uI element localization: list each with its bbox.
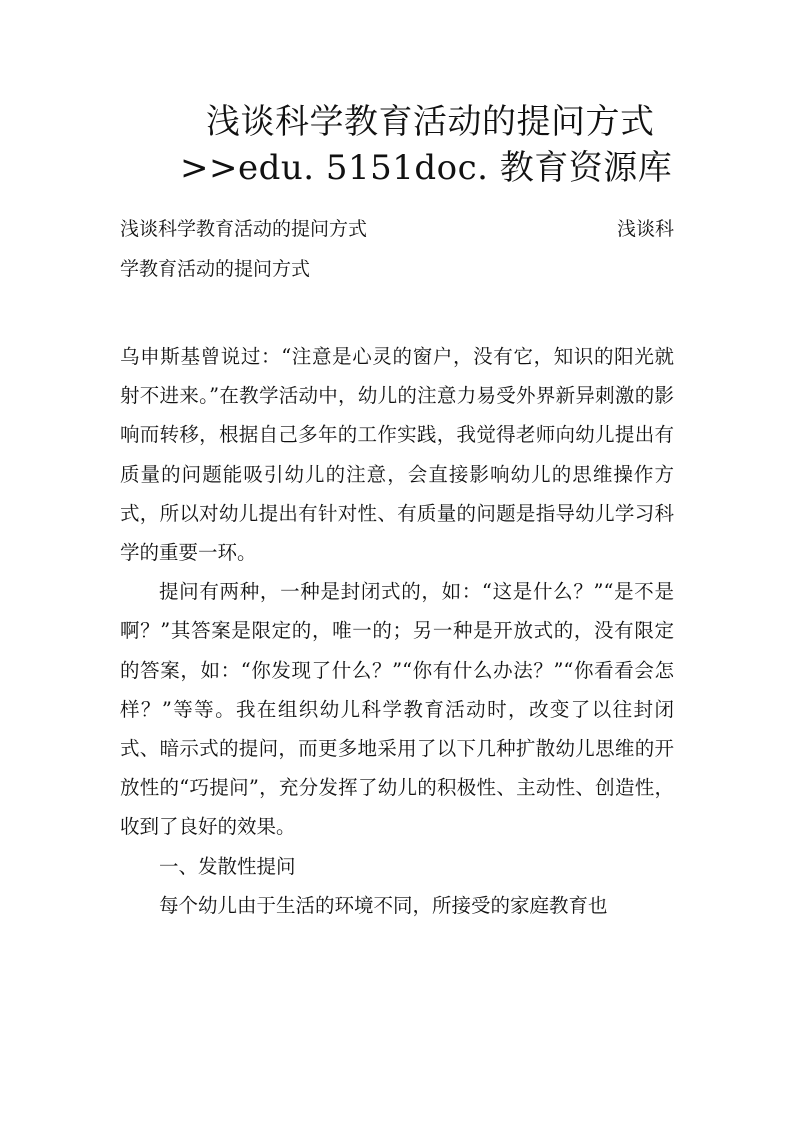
repeated-title-line-1 <box>120 210 674 248</box>
repeated-title-line-2: 学教育活动的提问方式 <box>120 258 311 280</box>
repeated-title-right: 浅谈科 <box>616 218 674 240</box>
document-title: 浅谈科学教育活动的提问方式 <box>206 102 655 142</box>
paragraph-3: 每个幼儿由于生活的环境不同，所接受的家庭教育也 <box>159 893 608 917</box>
body-text <box>120 337 674 925</box>
paragraph-2: 提问有两种，一种是封闭式的，如：“这是什么？”“是不是啊？”其答案是限定的，唯一的；另一种是开放式的，没有限定的答案，如：“你发现了什么？”“你有什么办法？”“你看看会怎样？”等等。我在组织幼儿科学教育活动时，改变了以往封闭式、暗示式的提问，而更多地采用了以下几种扩散幼儿思维的开放性的“巧提问”，充分发挥了幼儿的积极性、主动性、创造性，收到了良好的效果。 <box>120 580 674 839</box>
paragraph-1: 乌申斯基曾说过：“注意是心灵的窗户，没有它，知识的阳光就射不进来。”在教学活动中，幼儿的注意力易受外界新异刺激的影响而转移，根据自己多年的工作实践，我觉得老师向幼儿提出有质量的问题能吸引幼儿的注意，会直接影响幼儿的思维操作方式，所以对幼儿提出有针对性、有质量的问题是指导幼儿学习科学的重要一环。 <box>120 345 674 565</box>
repeated-title-left: 浅谈科学教育活动的提问方式 <box>120 218 368 240</box>
document-subtitle-source: >>edu. 5151doc. 教育资源库 <box>180 148 673 188</box>
section-heading: 一、发散性提问 <box>159 854 296 878</box>
